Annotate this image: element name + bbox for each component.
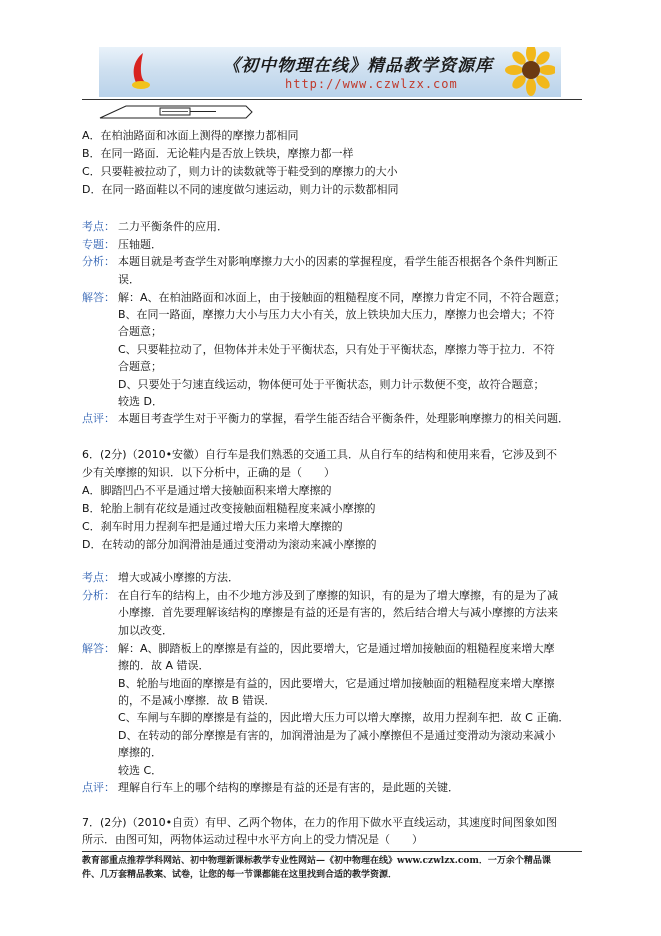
q7-stem-line: 所示．由图可知，两物体运动过程中水平方向上的受力情况是（ ） [82,833,423,846]
q6-kaodian-label: 考点： [82,571,115,584]
q5-option-a: A．在柏油路面和冰面上测得的摩擦力都相同 [82,129,299,142]
q5-dianping-label: 点评： [82,412,115,425]
q7-stem-line: 7．(2分)（2010•自贡）有甲、乙两个物体，在力的作用下做水平直线运动，其速度时间图象如图 [82,816,558,829]
q5-kaodian-label: 考点： [82,220,115,233]
q6-fenxi-line: 小摩擦．首先要理解该结构的摩擦是有益的还是有害的，然后结合增大与减小摩擦的方法来 [118,606,558,619]
banner-title: 《初中物理在线》精品教学资源库 [223,56,493,76]
q6-option-a: A．脚踏凹凸不平是通过增大接触面积来增大摩擦的 [82,484,332,497]
q5-jieda-line: 合题意； [118,360,162,373]
q6-fenxi-label: 分析： [82,589,115,602]
q5-jieda-line: D、只要处于匀速直线运动，物体便可处于平衡状态，则力计示数便不变，故符合题意； [118,378,545,391]
q6-option-d: D．在转动的部分加润滑油是通过变滑动为滚动来减小摩擦的 [82,538,377,551]
q6-fenxi-line: 在自行车的结构上，由不少地方涉及到了摩擦的知识，有的是为了增大摩擦，有的是为了减 [118,589,558,602]
experiment-sketch [96,100,256,124]
q6-dianping: 理解自行车上的哪个结构的摩擦是有益的还是有害的，是此题的关键． [118,781,459,794]
q5-zhuanti: 压轴题． [118,238,162,251]
q6-jieda-line: 的，不是减小摩擦．故 B 错误． [118,694,276,707]
q6-kaodian: 增大或减小摩擦的方法． [118,571,239,584]
q5-fenxi-line: 本题目就是考查学生对影响摩擦力大小的因素的掌握程度，看学生能否根据各个条件判断正 [118,255,558,268]
q5-jieda-line: C、只要鞋拉动了，但物体并未处于平衡状态，只有处于平衡状态，摩擦力等于拉力．不符 [118,343,555,356]
q6-jieda-line: B、轮胎与地面的摩擦是有益的，因此要增大，它是通过增加接触面的粗糙程度来增大摩擦 [118,677,555,690]
banner-url: http://www.czwlzx.com [285,77,458,91]
q5-kaodian: 二力平衡条件的应用． [118,220,228,233]
sunflower-icon [495,47,555,97]
q6-jieda-line: 擦的．故 A 错误． [118,659,210,672]
q6-stem-line: 6．(2分)（2010•安徽）自行车是我们熟悉的交通工具．从自行车的结构和使用来看，它涉及到不 [82,448,558,461]
q6-jieda-label: 解答： [82,642,115,655]
q6-stem-line: 少有关摩擦的知识．以下分析中，正确的是（ ） [82,466,335,479]
q6-jieda-line: 较选 C． [118,764,163,777]
q5-option-c: C．只要鞋被拉动了，则力计的读数就等于鞋受到的摩擦力的大小 [82,165,398,178]
footer-rule [82,851,582,852]
q5-option-b: B．在同一路面．无论鞋内是否放上铁块，摩擦力都一样 [82,147,354,160]
q5-jieda-line: 较选 D． [118,395,163,408]
q6-jieda-line: C、车闸与车脚的摩擦是有益的，因此增大压力可以增大摩擦，故用力捏刹车把．故 C 正确． [118,711,570,724]
header-banner [99,47,561,97]
q5-jieda-line: 解：A、在柏油路面和冰面上，由于接触面的粗糙程度不同，摩擦力肯定不同，不符合题意； [118,291,566,304]
q6-option-c: C．刹车时用力捏刹车把是通过增大压力来增大摩擦的 [82,520,343,533]
q6-jieda-line: D、在转动的部分摩擦是有害的，加润滑油是为了减小摩擦但不是通过变滑动为滚动来减小 [118,729,556,742]
q6-jieda-line: 摩擦的． [118,746,162,759]
q5-jieda-line: B、在同一路面，摩擦力大小与压力大小有关，放上铁块加大压力，摩擦力也会增大；不符 [118,308,555,321]
q5-jieda-label: 解答： [82,291,115,304]
q5-fenxi-line: 误． [118,273,140,286]
q5-dianping: 本题目考查学生对于平衡力的掌握，看学生能否结合平衡条件，处理影响摩擦力的相关问题． [118,412,569,425]
q5-fenxi-label: 分析： [82,255,115,268]
q6-fenxi-line: 加以改变． [118,624,173,637]
footer-line: 教育部重点推荐学科网站、初中物理新课标教学专业性网站—《初中物理在线》www.czwlzx.com．一万余个精品课 [82,856,551,866]
q6-dianping-label: 点评： [82,781,115,794]
q5-zhuanti-label: 专题： [82,238,115,251]
q6-option-b: B．轮胎上制有花纹是通过改变接触面粗糙程度来减小摩擦的 [82,502,376,515]
q6-jieda-line: 解：A、脚踏板上的摩擦是有益的，因此要增大，它是通过增加接触面的粗糙程度来增大摩 [118,642,555,655]
q5-option-d: D．在同一路面鞋以不同的速度做匀速运动，则力计的示数都相同 [82,183,399,196]
footer-line: 件、几万套精品教案、试卷，让您的每一节课都能在这里找到合适的教学资源． [82,870,398,880]
q5-jieda-line: 合题意； [118,325,162,338]
logo-icon [129,51,151,91]
